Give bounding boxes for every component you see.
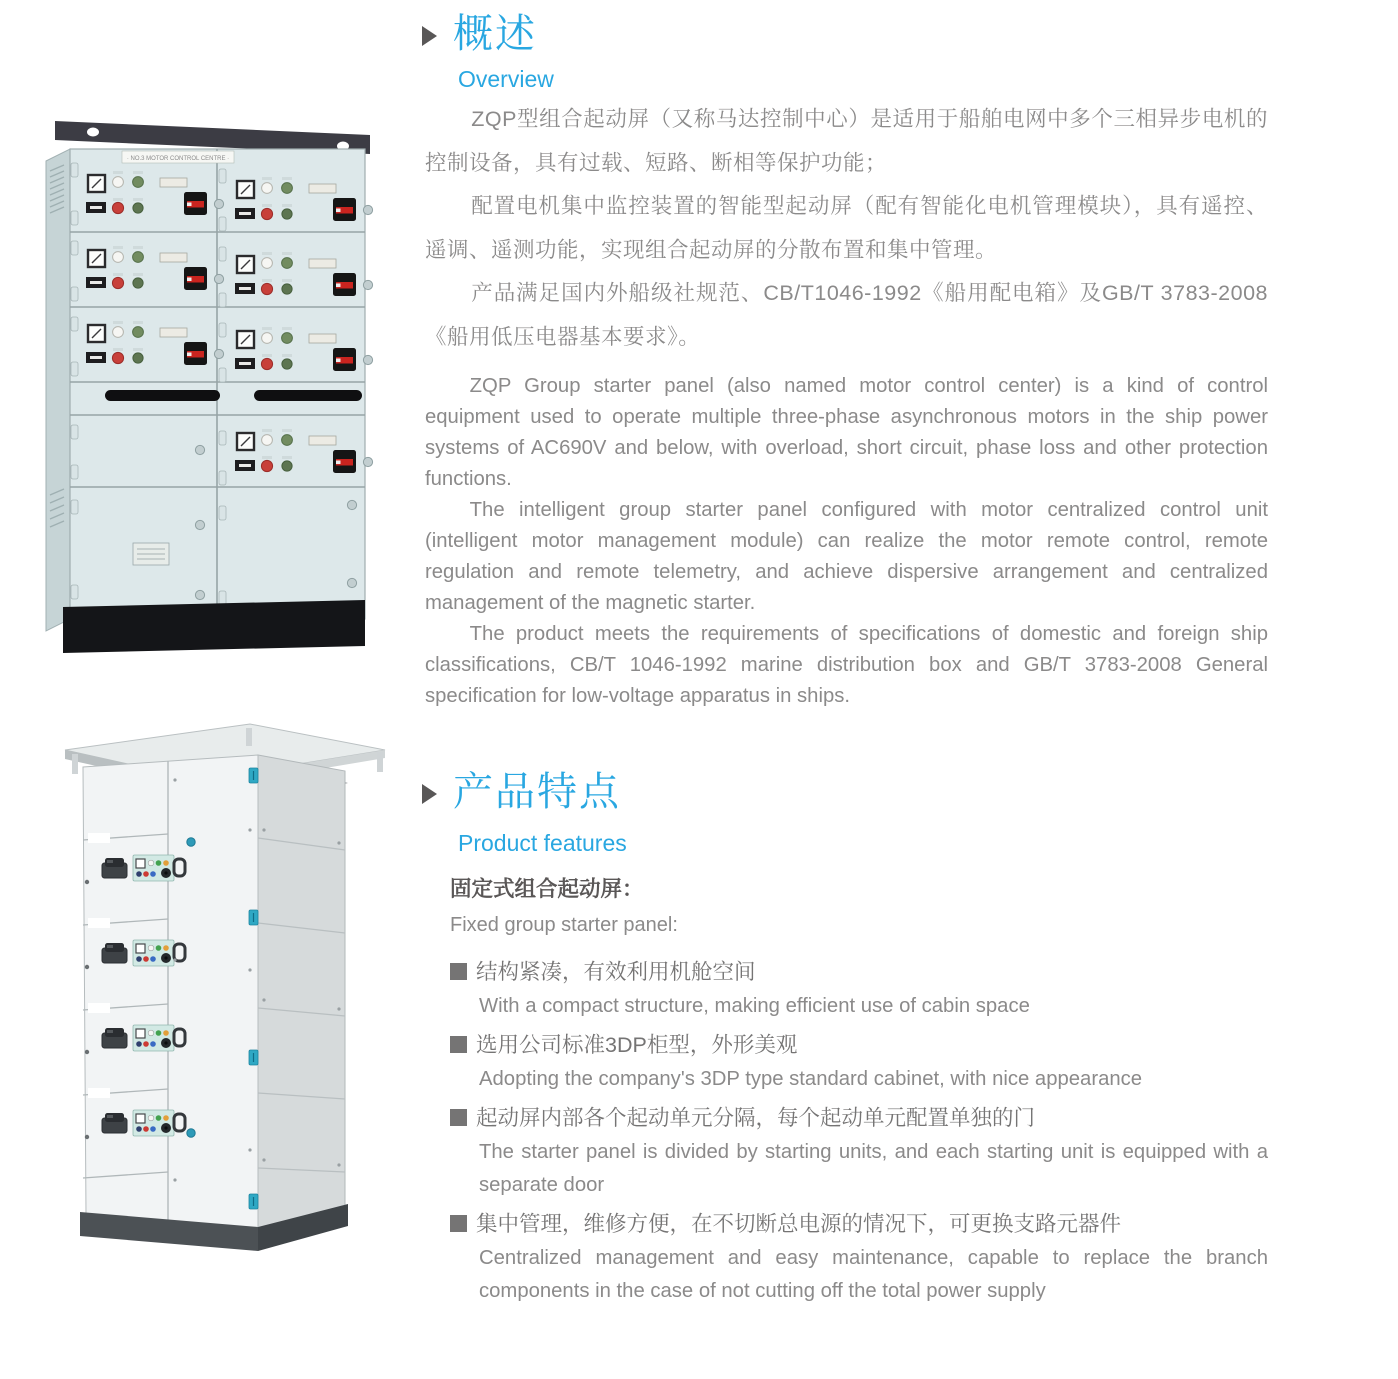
overview-header	[422, 12, 537, 56]
overview-title-zh: 概述	[453, 12, 537, 56]
bullet-square-icon	[450, 1109, 467, 1126]
overview-paragraph-zh: ZQP型组合起动屏（又称马达控制中心）是适用于船舶电网中多个三相异步电机的控制设备，具有过载、短路、断相等保护功能；	[425, 107, 1268, 175]
cabinet-nameplate	[133, 543, 169, 565]
feature-item-zh-text: 选用公司标准3DP柜型，外形美观	[476, 1033, 798, 1057]
features-title-en: Product features	[458, 830, 627, 856]
feature-item-zh-text: 起动屏内部各个起动单元分隔，每个起动单元配置单独的门	[476, 1106, 1036, 1130]
cabinet-front-label: · NO.3 MOTOR CONTROL CENTRE ·	[126, 156, 230, 162]
feature-item-zh-text: 集中管理，维修方便，在不切断总电源的情况下，可更换支路元器件	[476, 1212, 1122, 1236]
feature-item-en: The starter panel is divided by starting units, and each starting unit is equipped with a separate door	[479, 1141, 1268, 1196]
feature-item-zh	[450, 954, 1268, 990]
overview-paragraph-en: The intelligent group starter panel configured with motor centralized control unit (intelligent motor management module) can realize the motor remote control, remote regulation and remote telemetry, and achieve dispersive arrangement and centralized management of the magnetic starter.	[425, 499, 1268, 614]
cabinet-plinth	[63, 600, 365, 653]
feature-item-zh	[450, 1206, 1268, 1242]
bullet-square-icon	[450, 1215, 467, 1232]
feature-item	[450, 1100, 1268, 1202]
overview-paragraphs	[425, 98, 1268, 712]
features-subtitle-en: Fixed group starter panel:	[450, 914, 678, 936]
bullet-square-icon	[450, 963, 467, 980]
overview-paragraphs-en	[425, 371, 1268, 712]
features-subtitle-zh: 固定式组合起动屏：	[450, 877, 644, 901]
features-body	[450, 874, 1268, 1312]
feature-item-en: Centralized management and easy maintenance, capable to replace the branch components in the case of not cutting off the total power supply	[479, 1247, 1268, 1302]
features-title-zh: 产品特点	[453, 770, 621, 814]
overview-title-en: Overview	[458, 66, 554, 92]
overview-paragraph-en: The product meets the requirements of specifications of domestic and foreign ship classifications, CB/T 1046-1992 marine distribution box and GB/T 3783-2008 General specification for low-voltage apparatus in ships.	[425, 623, 1268, 707]
overview-paragraph-zh: 配置电机集中监控装置的智能型起动屏（配有智能化电机管理模块），具有遥控、遥调、遥测功能，实现组合起动屏的分散布置和集中管理。	[425, 194, 1268, 262]
cabinet-front-photo	[30, 105, 420, 670]
feature-item-zh-text: 结构紧凑，有效利用机舱空间	[476, 960, 756, 984]
feature-item	[450, 1027, 1268, 1096]
feature-item-zh	[450, 1100, 1268, 1136]
bullet-square-icon	[450, 1036, 467, 1053]
feature-item-zh	[450, 1027, 1268, 1063]
section-arrow-icon	[422, 26, 437, 46]
features-header	[422, 770, 621, 814]
feature-item-en: With a compact structure, making efficient use of cabin space	[479, 995, 1030, 1017]
section-arrow-icon	[422, 784, 437, 804]
feature-item	[450, 1206, 1268, 1308]
overview-paragraph-zh: 产品满足国内外船级社规范、CB/T1046-1992《船用配电箱》及GB/T 3783-2008《船用低压电器基本要求》。	[425, 281, 1268, 349]
cabinet-3dp-photo	[50, 710, 400, 1270]
feature-item-en: Adopting the company's 3DP type standard cabinet, with nice appearance	[479, 1068, 1143, 1090]
overview-paragraph-en: ZQP Group starter panel (also named motor control center) is a kind of control equipment used to operate multiple three-phase asynchronous motors in the ship power systems of AC690V and below, with overload, short circuit, phase loss and other protection functions.	[425, 375, 1268, 490]
feature-item	[450, 954, 1268, 1023]
